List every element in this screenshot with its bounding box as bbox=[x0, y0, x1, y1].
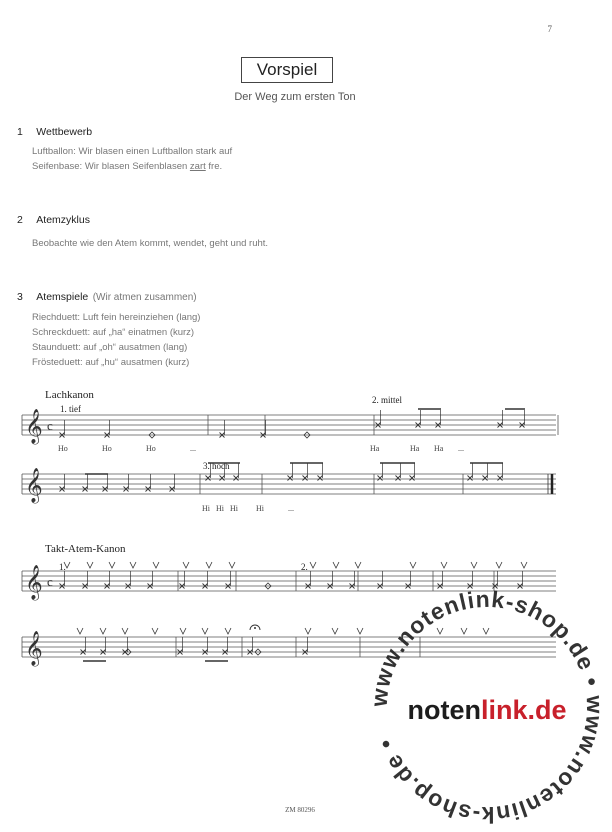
lachkanon-title: Lachkanon bbox=[45, 389, 94, 401]
fermata-dot bbox=[254, 627, 256, 629]
section-number: 1 bbox=[17, 126, 23, 138]
breath-mark bbox=[100, 628, 106, 634]
breath-mark bbox=[496, 562, 502, 568]
section-3-line-3: Staunduett: auf „oh“ ausatmen (lang) bbox=[32, 342, 188, 353]
notenlink-watermark bbox=[362, 582, 612, 832]
section-note: (Wir atmen zusammen) bbox=[92, 292, 197, 303]
treble-clef: 𝄞 bbox=[25, 631, 43, 666]
voice-3-label: 3. hoch bbox=[203, 461, 230, 471]
section-3-line-2: Schreckduett: auf „ha“ einatmen (kurz) bbox=[32, 327, 195, 338]
lyric: Ho bbox=[102, 444, 112, 453]
lyric: Ho bbox=[146, 444, 156, 453]
breath-mark bbox=[521, 562, 527, 568]
section-3-line-1: Riechduett: Luft fein hereinziehen (lang) bbox=[32, 312, 201, 323]
breath-mark bbox=[109, 562, 115, 568]
page-subtitle: Der Weg zum ersten Ton bbox=[234, 91, 356, 103]
catalog-code: ZM 80296 bbox=[285, 806, 315, 814]
section-1-line-1: Luftballon: Wir blasen einen Luftballon stark auf bbox=[32, 146, 233, 157]
breath-mark bbox=[305, 628, 311, 634]
time-signature: c bbox=[47, 418, 53, 433]
breath-mark bbox=[441, 562, 447, 568]
lyric: ... bbox=[288, 504, 294, 513]
lyric: Ho bbox=[58, 444, 68, 453]
breath-mark bbox=[202, 628, 208, 634]
section-title: Atemzyklus bbox=[36, 214, 90, 226]
breath-mark bbox=[122, 628, 128, 634]
section-title: Atemspiele bbox=[36, 291, 89, 303]
time-signature: c bbox=[47, 574, 53, 589]
breath-mark bbox=[206, 562, 212, 568]
page-number: 7 bbox=[547, 24, 552, 34]
section-1-line-2: Seifenbase: Wir blasen Seifenblasen zart fre. bbox=[32, 161, 223, 172]
kanon-voice-1-label: 1. bbox=[59, 562, 66, 572]
breath-mark bbox=[77, 628, 83, 634]
treble-clef: 𝄞 bbox=[25, 409, 43, 444]
breath-mark bbox=[333, 562, 339, 568]
lyric: ... bbox=[190, 444, 196, 453]
breath-mark bbox=[130, 562, 136, 568]
lyric: Hi bbox=[202, 504, 210, 513]
section-3-line-4: Frösteduett: auf „hu“ ausatmen (kurz) bbox=[32, 357, 190, 368]
lyric: ... bbox=[458, 444, 464, 453]
breath-mark bbox=[152, 628, 158, 634]
takt-atem-kanon-title: Takt-Atem-Kanon bbox=[45, 543, 126, 555]
breath-mark bbox=[332, 628, 338, 634]
breath-mark bbox=[355, 562, 361, 568]
lyric: Ha bbox=[370, 444, 380, 453]
breath-mark bbox=[310, 562, 316, 568]
watermark-center-text: notenlink.de bbox=[407, 695, 567, 725]
treble-clef: 𝄞 bbox=[25, 565, 43, 600]
section-title: Wettbewerb bbox=[36, 126, 93, 138]
lyric: Hi bbox=[216, 504, 224, 513]
lyrics bbox=[58, 444, 464, 513]
breath-mark bbox=[229, 562, 235, 568]
lyric: Hi bbox=[256, 504, 264, 513]
section-2-line-1: Beobachte wie den Atem kommt, wendet, geht und ruht. bbox=[32, 238, 269, 249]
breath-mark bbox=[153, 562, 159, 568]
breath-mark bbox=[410, 562, 416, 568]
section-number: 2 bbox=[17, 214, 23, 226]
breath-mark bbox=[87, 562, 93, 568]
page-title: Vorspiel bbox=[241, 57, 333, 83]
watermark-ring-text: www.notenlink-shop.de • www.notenlink-shop.de • bbox=[365, 585, 609, 829]
lyric: Ha bbox=[410, 444, 420, 453]
section-number: 3 bbox=[17, 291, 23, 303]
breath-mark bbox=[471, 562, 477, 568]
voice-1-label: 1. tief bbox=[60, 404, 81, 414]
breath-mark bbox=[180, 628, 186, 634]
voice-2-label: 2. mittel bbox=[372, 395, 402, 405]
kanon-voice-2-label: 2. bbox=[301, 562, 308, 572]
treble-clef: 𝄞 bbox=[25, 468, 43, 503]
breath-mark bbox=[183, 562, 189, 568]
lyric: Hi bbox=[230, 504, 238, 513]
lyric: Ha bbox=[434, 444, 444, 453]
breath-mark bbox=[225, 628, 231, 634]
